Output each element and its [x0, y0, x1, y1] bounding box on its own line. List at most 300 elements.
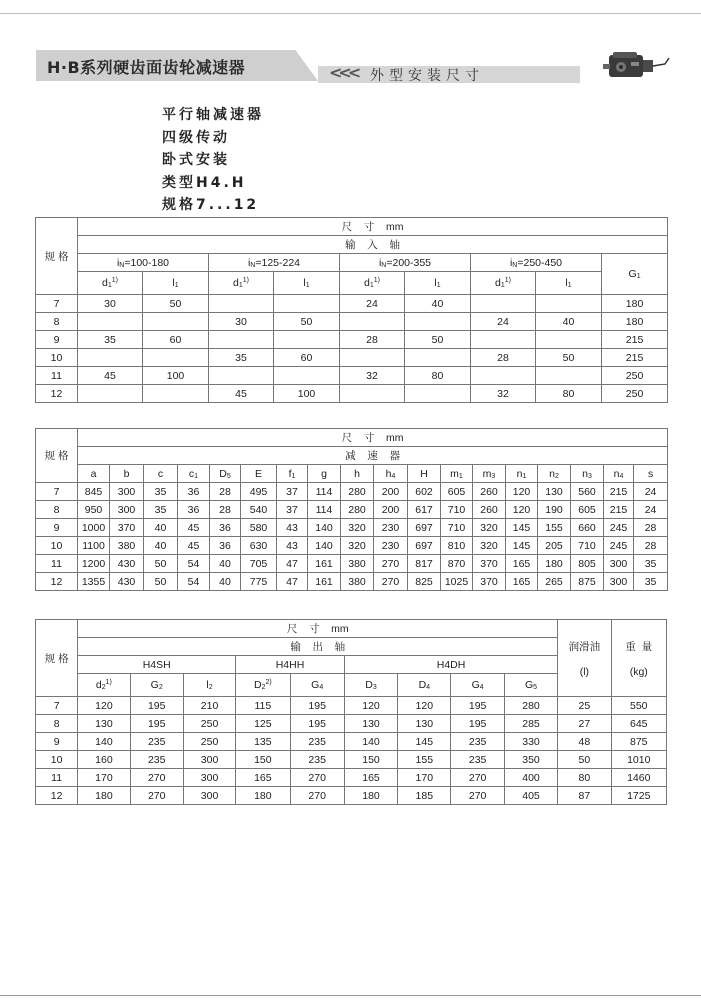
- value-cell: 24: [634, 501, 668, 519]
- value-cell: 250: [183, 733, 235, 751]
- symbol-subscript: 5: [226, 472, 231, 480]
- column-header: [341, 465, 374, 483]
- value-cell: 36: [210, 537, 241, 555]
- value-cell: 285: [504, 715, 557, 733]
- value-cell: 80: [405, 367, 471, 385]
- symbol-base: i: [378, 256, 382, 269]
- value-cell: 775: [241, 573, 277, 591]
- value-cell: [209, 367, 274, 385]
- value-cell: 1010: [611, 751, 666, 769]
- value-cell: 270: [130, 787, 183, 805]
- value-cell: [143, 313, 209, 331]
- value-cell: 560: [571, 483, 604, 501]
- value-cell: 805: [571, 555, 604, 573]
- symbol-subscript: N: [119, 261, 125, 269]
- value-cell: 130: [398, 715, 451, 733]
- symbol-base: g: [321, 467, 327, 480]
- symbol-base: E: [254, 467, 262, 480]
- group-h4sh: H4SH: [78, 656, 236, 674]
- value-cell: 36: [178, 501, 210, 519]
- value-cell: 165: [506, 573, 538, 591]
- value-cell: 140: [344, 733, 397, 751]
- value-cell: 45: [178, 519, 210, 537]
- symbol-base: m: [482, 467, 492, 480]
- value-cell: 245: [604, 519, 634, 537]
- column-header: [538, 465, 571, 483]
- symbol-base: l: [434, 277, 437, 289]
- table-row: [36, 787, 667, 805]
- symbol-base: m: [450, 467, 459, 480]
- value-cell: 950: [78, 501, 110, 519]
- ratio-group-1: [209, 254, 340, 272]
- value-cell: 320: [473, 519, 506, 537]
- value-cell: 155: [538, 519, 571, 537]
- value-cell: 320: [341, 519, 374, 537]
- spec-mounting: 卧式安装: [162, 152, 230, 168]
- value-cell: 550: [611, 697, 666, 715]
- value-cell: 235: [130, 733, 183, 751]
- ratio-range: =200-355: [386, 256, 432, 269]
- table-row: [36, 555, 668, 573]
- value-cell: 270: [290, 769, 344, 787]
- spec-lines: [162, 104, 264, 217]
- value-cell: 630: [241, 537, 277, 555]
- value-cell: 605: [441, 483, 473, 501]
- d1-header: [340, 272, 405, 295]
- weight-header: [611, 620, 666, 697]
- value-cell: 210: [183, 697, 235, 715]
- symbol-base: D: [253, 679, 262, 691]
- column-header: [634, 465, 668, 483]
- value-cell: 28: [634, 519, 668, 537]
- g1-header: [602, 254, 668, 295]
- value-cell: 45: [78, 367, 143, 385]
- column-header: [344, 674, 397, 697]
- page-subtitle: 外型安装尺寸: [370, 68, 484, 84]
- table-row: [36, 519, 668, 537]
- value-cell: 180: [344, 787, 397, 805]
- symbol-base: i: [509, 256, 513, 269]
- row-label-header: 规 格: [36, 429, 78, 483]
- group-h4hh: H4HH: [236, 656, 345, 674]
- value-cell: 28: [210, 483, 241, 501]
- section-title: [78, 447, 668, 465]
- section-title-text: 输 入 轴: [345, 239, 400, 251]
- size-cell: 7: [36, 483, 78, 501]
- symbol-subscript: 4: [479, 684, 484, 691]
- symbol-base: i: [247, 256, 251, 269]
- symbol-base: h: [385, 467, 392, 480]
- value-cell: 380: [341, 573, 374, 591]
- value-cell: 270: [451, 769, 504, 787]
- value-cell: 40: [405, 295, 471, 313]
- symbol-subscript: N: [512, 261, 518, 269]
- value-cell: 25: [558, 697, 611, 715]
- chevron-left-icon: <<<: [329, 63, 358, 82]
- value-cell: 35: [144, 483, 178, 501]
- symbol-superscript: 1): [105, 679, 112, 686]
- value-cell: 140: [308, 519, 341, 537]
- value-cell: 40: [144, 537, 178, 555]
- value-cell: 250: [602, 385, 668, 403]
- column-header: [473, 465, 506, 483]
- symbol-base: H: [420, 467, 428, 480]
- value-cell: 120: [506, 483, 538, 501]
- symbol-base: f: [288, 467, 292, 480]
- symbol-subscript: 2: [101, 684, 106, 691]
- value-cell: 180: [538, 555, 571, 573]
- column-header: [110, 465, 144, 483]
- value-cell: [143, 385, 209, 403]
- column-header: [408, 465, 441, 483]
- value-cell: 37: [277, 501, 308, 519]
- d1-header: [78, 272, 143, 295]
- value-cell: 43: [277, 537, 308, 555]
- value-cell: 300: [183, 751, 235, 769]
- l1-header: [536, 272, 602, 295]
- value-cell: 280: [341, 501, 374, 519]
- symbol-base: s: [647, 467, 654, 480]
- value-cell: 350: [504, 751, 557, 769]
- value-cell: 430: [110, 555, 144, 573]
- column-header-row: [36, 465, 668, 483]
- value-cell: 190: [538, 501, 571, 519]
- symbol-superscript: 1): [373, 277, 380, 284]
- value-cell: 180: [78, 787, 130, 805]
- symbol-subscript: 2: [554, 472, 559, 480]
- weight-label: 重 量: [625, 640, 653, 653]
- value-cell: 150: [344, 751, 397, 769]
- symbol-base: D: [418, 679, 427, 691]
- value-cell: [78, 385, 143, 403]
- value-cell: 300: [110, 501, 144, 519]
- value-cell: 100: [274, 385, 340, 403]
- table-row: [36, 483, 668, 501]
- value-cell: 235: [290, 751, 344, 769]
- size-cell: 7: [36, 697, 78, 715]
- value-cell: 161: [308, 573, 341, 591]
- value-cell: [274, 295, 340, 313]
- value-cell: 80: [558, 769, 611, 787]
- symbol-subscript: 2: [261, 684, 266, 691]
- size-cell: 9: [36, 519, 78, 537]
- value-cell: 370: [473, 555, 506, 573]
- value-cell: 170: [78, 769, 130, 787]
- column-header: [130, 674, 183, 697]
- value-cell: [536, 295, 602, 313]
- section-title-text: 减 速 器: [345, 450, 400, 462]
- value-cell: 230: [374, 519, 408, 537]
- value-cell: 185: [398, 787, 451, 805]
- input-shaft-table: [35, 217, 668, 403]
- symbol-base: n: [516, 467, 523, 480]
- dim-title-text: 尺 寸 mm: [341, 221, 404, 233]
- value-cell: 165: [236, 769, 290, 787]
- value-cell: 170: [398, 769, 451, 787]
- dim-title: [78, 429, 668, 447]
- spec-type: 平行轴减速器: [162, 107, 264, 123]
- value-cell: 270: [374, 555, 408, 573]
- value-cell: 130: [344, 715, 397, 733]
- symbol-base: G: [628, 268, 637, 280]
- table-row: [36, 715, 667, 733]
- weight-unit: (kg): [629, 665, 648, 678]
- symbol-subscript: 1: [238, 282, 243, 289]
- value-cell: 260: [473, 483, 506, 501]
- value-cell: 35: [78, 331, 143, 349]
- value-cell: 250: [602, 367, 668, 385]
- value-cell: 870: [441, 555, 473, 573]
- value-cell: 235: [451, 733, 504, 751]
- value-cell: 27: [558, 715, 611, 733]
- symbol-base: i: [116, 256, 120, 269]
- value-cell: 660: [571, 519, 604, 537]
- table-row: [36, 331, 668, 349]
- value-cell: [405, 313, 471, 331]
- bottom-rule: [0, 995, 701, 996]
- value-cell: 430: [110, 573, 144, 591]
- value-cell: 180: [602, 313, 668, 331]
- value-cell: 215: [604, 483, 634, 501]
- symbol-base: G: [524, 679, 534, 691]
- value-cell: 875: [611, 733, 666, 751]
- value-cell: 320: [341, 537, 374, 555]
- size-cell: 7: [36, 295, 78, 313]
- value-cell: 710: [441, 501, 473, 519]
- value-cell: 114: [308, 483, 341, 501]
- value-cell: 28: [340, 331, 405, 349]
- column-header: [441, 465, 473, 483]
- symbol-base: G: [150, 679, 159, 691]
- value-cell: 40: [210, 573, 241, 591]
- value-cell: 28: [210, 501, 241, 519]
- value-cell: 40: [536, 313, 602, 331]
- value-cell: 130: [538, 483, 571, 501]
- value-cell: 810: [441, 537, 473, 555]
- value-cell: 87: [558, 787, 611, 805]
- value-cell: 120: [344, 697, 397, 715]
- column-header: [504, 674, 557, 697]
- column-header: [144, 465, 178, 483]
- value-cell: 405: [504, 787, 557, 805]
- value-cell: 825: [408, 573, 441, 591]
- value-cell: 195: [130, 697, 183, 715]
- size-cell: 11: [36, 769, 78, 787]
- value-cell: [340, 385, 405, 403]
- value-cell: 645: [611, 715, 666, 733]
- value-cell: 260: [473, 501, 506, 519]
- symbol-subscript: N: [250, 261, 256, 269]
- oil-header: [558, 620, 611, 697]
- value-cell: 145: [398, 733, 451, 751]
- value-cell: 35: [634, 573, 668, 591]
- value-cell: 245: [604, 537, 634, 555]
- symbol-base: d: [233, 277, 239, 289]
- value-cell: [209, 331, 274, 349]
- value-cell: 195: [130, 715, 183, 733]
- value-cell: 270: [290, 787, 344, 805]
- column-header: [277, 465, 308, 483]
- value-cell: 180: [236, 787, 290, 805]
- symbol-subscript: 1: [369, 282, 374, 289]
- symbol-base: l: [303, 277, 306, 289]
- value-cell: 140: [308, 537, 341, 555]
- symbol-base: d: [95, 679, 102, 691]
- ratio-group-0: [78, 254, 209, 272]
- value-cell: 40: [144, 519, 178, 537]
- value-cell: 47: [277, 573, 308, 591]
- table-row: [36, 367, 668, 385]
- dim-title: [78, 620, 558, 638]
- column-header: [451, 674, 504, 697]
- value-cell: 50: [274, 313, 340, 331]
- symbol-subscript: 1: [174, 282, 179, 289]
- value-cell: 36: [210, 519, 241, 537]
- ratio-group-3: [471, 254, 602, 272]
- value-cell: 265: [538, 573, 571, 591]
- value-cell: 195: [290, 715, 344, 733]
- symbol-subscript: 2: [158, 684, 163, 691]
- value-cell: 120: [78, 697, 130, 715]
- value-cell: 28: [634, 537, 668, 555]
- column-header: [604, 465, 634, 483]
- dim-title-text: 尺 寸 mm: [341, 432, 404, 444]
- value-cell: 145: [506, 519, 538, 537]
- ratio-range: =100-180: [124, 256, 170, 269]
- value-cell: 50: [558, 751, 611, 769]
- table-row: [36, 501, 668, 519]
- value-cell: 250: [183, 715, 235, 733]
- value-cell: 1000: [78, 519, 110, 537]
- size-cell: 11: [36, 555, 78, 573]
- symbol-base: c: [188, 467, 195, 480]
- value-cell: 120: [506, 501, 538, 519]
- column-header: [210, 465, 241, 483]
- value-cell: 160: [78, 751, 130, 769]
- table-row: [36, 313, 668, 331]
- value-cell: 60: [274, 349, 340, 367]
- value-cell: 32: [471, 385, 536, 403]
- value-cell: [340, 313, 405, 331]
- value-cell: 165: [344, 769, 397, 787]
- symbol-subscript: 1: [636, 273, 641, 280]
- value-cell: 697: [408, 519, 441, 537]
- value-cell: 697: [408, 537, 441, 555]
- table-row: [36, 385, 668, 403]
- subheader-row: [36, 272, 668, 295]
- symbol-subscript: 1: [291, 472, 296, 480]
- value-cell: 50: [405, 331, 471, 349]
- value-cell: 1725: [611, 787, 666, 805]
- size-cell: 8: [36, 715, 78, 733]
- size-cell: 12: [36, 787, 78, 805]
- symbol-base: n: [582, 467, 588, 480]
- value-cell: 28: [471, 349, 536, 367]
- value-cell: [143, 349, 209, 367]
- value-cell: 235: [290, 733, 344, 751]
- size-cell: 10: [36, 349, 78, 367]
- value-cell: 140: [78, 733, 130, 751]
- value-cell: [274, 331, 340, 349]
- value-cell: 300: [183, 769, 235, 787]
- value-cell: 32: [340, 367, 405, 385]
- value-cell: 36: [178, 483, 210, 501]
- value-cell: [340, 349, 405, 367]
- gear-reducer-image: [601, 50, 671, 82]
- value-cell: [536, 367, 602, 385]
- value-cell: 580: [241, 519, 277, 537]
- column-header: [183, 674, 235, 697]
- value-cell: 705: [241, 555, 277, 573]
- output-shaft-table: [35, 619, 667, 805]
- value-cell: [471, 295, 536, 313]
- symbol-subscript: 3: [491, 472, 496, 480]
- symbol-superscript: 1): [111, 277, 118, 284]
- ratio-range: =125-224: [255, 256, 301, 269]
- value-cell: 215: [602, 331, 668, 349]
- value-cell: 50: [536, 349, 602, 367]
- value-cell: 200: [374, 483, 408, 501]
- value-cell: 37: [277, 483, 308, 501]
- symbol-base: G: [311, 679, 320, 691]
- value-cell: 1200: [78, 555, 110, 573]
- value-cell: 50: [144, 555, 178, 573]
- value-cell: 602: [408, 483, 441, 501]
- column-header: [374, 465, 408, 483]
- value-cell: 875: [571, 573, 604, 591]
- symbol-subscript: 4: [319, 684, 324, 691]
- symbol-subscript: 1: [458, 472, 463, 480]
- value-cell: 370: [473, 573, 506, 591]
- value-cell: 45: [209, 385, 274, 403]
- value-cell: 54: [178, 573, 210, 591]
- column-header: [290, 674, 344, 697]
- size-cell: 9: [36, 331, 78, 349]
- value-cell: 130: [78, 715, 130, 733]
- size-cell: 8: [36, 501, 78, 519]
- column-header: [241, 465, 277, 483]
- top-rule: [0, 13, 701, 14]
- table-body: [36, 295, 668, 403]
- page-title: H·B系列硬齿面齿轮减速器: [47, 58, 246, 77]
- symbol-base: d: [102, 277, 108, 289]
- table-row: [36, 733, 667, 751]
- symbol-subscript: 4: [426, 684, 431, 691]
- value-cell: 120: [398, 697, 451, 715]
- column-header: [78, 674, 130, 697]
- value-cell: 43: [277, 519, 308, 537]
- row-label-header: 规 格: [36, 218, 78, 295]
- value-cell: 300: [110, 483, 144, 501]
- value-cell: 1355: [78, 573, 110, 591]
- symbol-subscript: 2: [208, 684, 213, 691]
- value-cell: 400: [504, 769, 557, 787]
- value-cell: 300: [183, 787, 235, 805]
- section-title: [78, 236, 668, 254]
- value-cell: [471, 367, 536, 385]
- value-cell: 605: [571, 501, 604, 519]
- group-h4dh: H4DH: [344, 656, 557, 674]
- value-cell: 155: [398, 751, 451, 769]
- column-header: [178, 465, 210, 483]
- value-cell: 114: [308, 501, 341, 519]
- reducer-dimensions-table: [35, 428, 668, 591]
- column-header: [398, 674, 451, 697]
- value-cell: 300: [604, 555, 634, 573]
- value-cell: 617: [408, 501, 441, 519]
- symbol-superscript: 1): [242, 277, 249, 284]
- size-cell: 10: [36, 751, 78, 769]
